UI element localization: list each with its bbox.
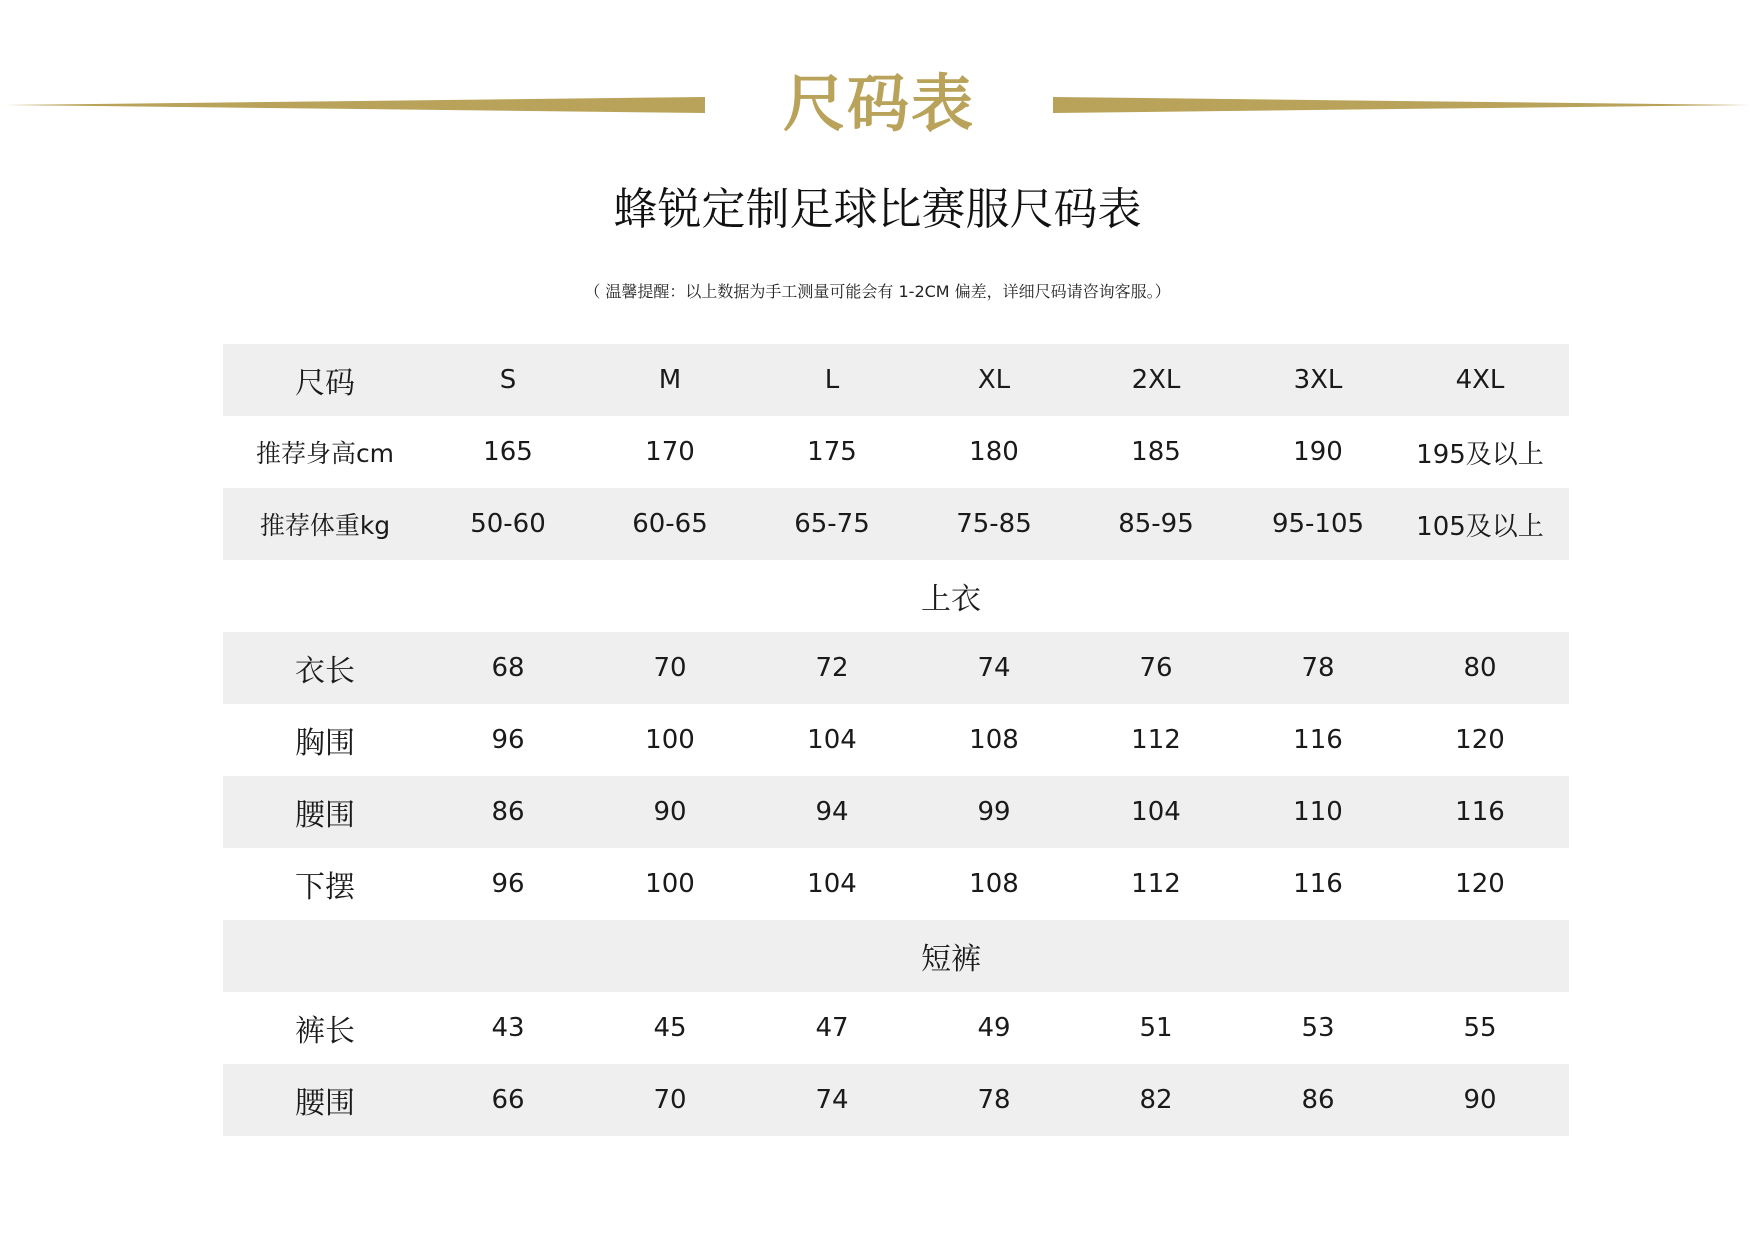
hem-row: [223, 848, 1569, 920]
row-label: 裤长: [295, 1014, 355, 1049]
table-cell: 90: [653, 797, 687, 827]
table-cell: 120: [1455, 725, 1505, 755]
chest-row: [223, 704, 1569, 776]
banner: [0, 30, 1755, 140]
row-label: 下摆: [295, 870, 355, 905]
table-cell: 180: [969, 437, 1019, 467]
row-label: 衣长: [295, 654, 355, 689]
table-cell: 105及以上: [1416, 511, 1544, 542]
table-cell: 90: [1463, 1085, 1497, 1115]
size-header-2xl: 2XL: [1131, 365, 1181, 395]
row-label: 推荐身高cm: [255, 439, 395, 468]
table-cell: 47: [815, 1013, 849, 1043]
row-label: 腰围: [295, 1086, 355, 1121]
table-cell: 165: [483, 437, 533, 467]
table-cell: 86: [491, 797, 525, 827]
table-cell: 175: [807, 437, 857, 467]
table-cell: 110: [1293, 797, 1343, 827]
table-cell: 75-85: [956, 509, 1032, 539]
shorts-length-row: [223, 992, 1569, 1064]
table-cell: 72: [815, 653, 849, 683]
recommended-height-row: [223, 416, 1569, 488]
table-cell: 104: [1131, 797, 1181, 827]
row-label: 胸围: [295, 726, 355, 761]
top-length-row: [223, 632, 1569, 704]
banner-title: 尺码表: [782, 67, 975, 140]
section-header-shorts: [223, 920, 1569, 992]
table-cell: 112: [1131, 725, 1181, 755]
top-waist-row: [223, 776, 1569, 848]
size-header-xl: XL: [977, 365, 1011, 395]
table-cell: 50-60: [470, 509, 546, 539]
section-header-top: [223, 560, 1569, 632]
row-label: 推荐体重kg: [259, 511, 391, 540]
table-cell: 112: [1131, 869, 1181, 899]
table-cell: 74: [815, 1085, 849, 1115]
table-cell: 185: [1131, 437, 1181, 467]
table-cell: 100: [645, 725, 695, 755]
table-cell: 74: [977, 653, 1011, 683]
table-cell: 116: [1293, 725, 1343, 755]
table-cell: 116: [1455, 797, 1505, 827]
table-cell: 99: [977, 797, 1011, 827]
table-cell: 85-95: [1118, 509, 1194, 539]
table-cell: 96: [491, 725, 525, 755]
table-cell: 96: [491, 869, 525, 899]
table-cell: 49: [977, 1013, 1011, 1043]
table-cell: 104: [807, 869, 857, 899]
table-cell: 45: [653, 1013, 687, 1043]
table-cell: 170: [645, 437, 695, 467]
table-cell: 51: [1139, 1013, 1173, 1043]
header-row: [223, 344, 1569, 416]
table-cell: 68: [491, 653, 525, 683]
banner-line-right: [1053, 97, 1750, 113]
table-cell: 80: [1463, 653, 1497, 683]
table-cell: 104: [807, 725, 857, 755]
table-cell: 76: [1139, 653, 1173, 683]
header-label: 尺码: [295, 366, 355, 401]
table-cell: 70: [653, 1085, 687, 1115]
section-title-shorts: 短裤: [921, 942, 981, 977]
section-title-top: 上衣: [921, 582, 981, 617]
size-header-m: M: [658, 365, 682, 395]
row-label: 腰围: [295, 798, 355, 833]
table-cell: 100: [645, 869, 695, 899]
recommended-weight-row: [223, 488, 1569, 560]
size-header-3xl: 3XL: [1293, 365, 1343, 395]
table-cell: 86: [1301, 1085, 1335, 1115]
table-cell: 116: [1293, 869, 1343, 899]
table-cell: 195及以上: [1416, 439, 1544, 470]
page-title: 蜂锐定制足球比赛服尺码表: [613, 184, 1142, 235]
table-cell: 43: [491, 1013, 525, 1043]
table-cell: 108: [969, 869, 1019, 899]
size-header-s: S: [499, 365, 517, 395]
table-cell: 53: [1301, 1013, 1335, 1043]
banner-line-left: [5, 97, 705, 113]
table-cell: 78: [977, 1085, 1011, 1115]
table-cell: 82: [1139, 1085, 1173, 1115]
table-cell: 108: [969, 725, 1019, 755]
table-cell: 95-105: [1271, 509, 1365, 539]
table-cell: 55: [1463, 1013, 1497, 1043]
table-cell: 65-75: [794, 509, 870, 539]
table-cell: 94: [815, 797, 849, 827]
size-header-l: L: [824, 365, 840, 395]
shorts-waist-row: [223, 1064, 1569, 1136]
measurement-notice: （ 温馨提醒：以上数据为手工测量可能会有 1-2CM 偏差，详细尺码请咨询客服。）: [584, 282, 1171, 301]
size-table: [223, 344, 1569, 1136]
table-cell: 70: [653, 653, 687, 683]
table-cell: 120: [1455, 869, 1505, 899]
table-cell: 66: [491, 1085, 525, 1115]
table-cell: 60-65: [632, 509, 708, 539]
size-header-4xl: 4XL: [1455, 365, 1505, 395]
table-cell: 78: [1301, 653, 1335, 683]
table-cell: 190: [1293, 437, 1343, 467]
